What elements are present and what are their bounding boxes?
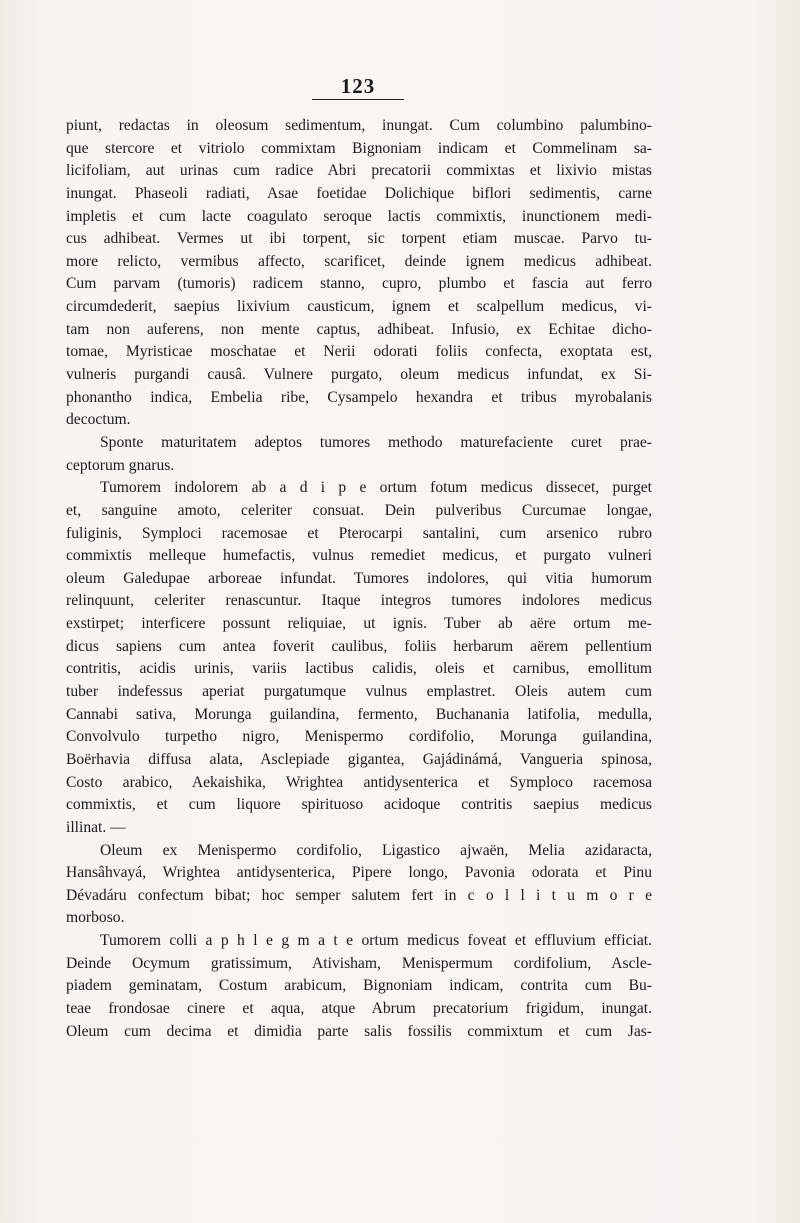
text-line: oleum Galedupae arboreae infundat. Tumores indolores, qui vitia humorum	[66, 569, 652, 587]
text-line: ceptorum gnarus.	[66, 456, 175, 474]
text-line: Convolvulo turpetho nigro, Menispermo cordifolio, Morunga guilandina,	[66, 728, 652, 746]
text-line: circumdederit, saepius lixivium causticum, ignem et scalpellum medicus, vi-	[66, 298, 652, 316]
text-line: Costo arabico, Aekaishika, Wrightea antidysenterica et Symploco racemosa	[66, 773, 652, 791]
text-line: Dévadáru confectum bibat; hoc semper salutem fert in c o l l i t u m o r e	[66, 886, 652, 904]
text-line: morboso.	[66, 909, 125, 927]
text-line: Oleum ex Menispermo cordifolio, Ligastico ajwaën, Melia azidaracta,	[100, 841, 652, 859]
text-line: dicus sapiens cum antea foverit caulibus, foliis herbarum aërem pellentium	[66, 637, 652, 655]
text-line: piunt, redactas in oleosum sedimentum, inungat. Cum columbino palumbino-	[66, 117, 652, 134]
text-line: commixtis melleque humefactis, vulnus remediet medicus, et purgato vulneri	[66, 547, 652, 565]
text-line: que stercore et vitriolo commixtam Bignoniam indicam et Commelinam sa-	[66, 139, 652, 157]
text-line: Sponte maturitatem adeptos tumores methodo maturefaciente curet prae-	[100, 433, 652, 451]
text-line: Oleum cum decima et dimidia parte salis fossilis commixtum et cum Jas-	[66, 1022, 652, 1040]
text-line: Hansâhvayá, Wrightea antidysenterica, Pipere longo, Pavonia odorata et Pinu	[66, 864, 652, 882]
text-line: tam non auferens, non mente captus, adhibeat. Infusio, ex Echitae dicho-	[66, 320, 652, 338]
text-line: vulneris purgandi causâ. Vulnere purgato, oleum medicus infundat, ex Si-	[66, 366, 652, 384]
text-line: piadem geminatam, Costum arabicum, Bignoniam indicam, contrita cum Bu-	[66, 977, 652, 995]
text-line: impletis et cum lacte coagulato seroque lactis commixtis, inunctionem medi-	[66, 207, 652, 225]
text-line: cus adhibeat. Vermes ut ibi torpent, sic torpent etiam muscae. Parvo tu-	[66, 230, 652, 248]
text-line: inungat. Phaseoli radiati, Asae foetidae Dolichique biflori sedimentis, carne	[66, 184, 652, 202]
text-line: contritis, acidis urinis, variis lactibus calidis, oleis et carnibus, emollitum	[66, 660, 652, 678]
text-line: teae frondosae cinere et aqua, atque Abrum precatorium frigidum, inungat.	[66, 999, 652, 1017]
page-number: 123	[340, 74, 376, 98]
text-line: relinquunt, celeriter renascuntur. Itaque integros tumores indolores medicus	[66, 592, 652, 610]
text-line: Boërhavia diffusa alata, Asclepiade gigantea, Gajádinámá, Vangueria spinosa,	[66, 750, 652, 768]
text-line: Cum parvam (tumoris) radicem stanno, cupro, plumbo et fascia aut ferro	[66, 275, 652, 293]
header-rule	[312, 99, 404, 100]
text-line: commixtis, et cum liquore spirituoso acidoque contritis saepius medicus	[66, 796, 652, 814]
text-line: licifoliam, aut urinas cum radice Abri precatorii commixtas et lixivio mistas	[66, 162, 652, 180]
text-line: Cannabi sativa, Morunga guilandina, fermento, Buchanania latifolia, medulla,	[66, 705, 652, 723]
text-line: et, sanguine amoto, celeriter consuat. Dein pulveribus Curcumae longae,	[66, 501, 652, 519]
text-line: Deinde Ocymum gratissimum, Ativisham, Menispermum cordifolium, Ascle-	[66, 954, 652, 972]
text-line: phonantho indica, Embelia ribe, Cysampelo hexandra et tribus myrobalanis	[66, 388, 652, 406]
text-line: decoctum.	[66, 411, 131, 429]
text-line: more relicto, vermibus affecto, scarificet, deinde ignem medicus adhibeat.	[66, 252, 652, 270]
body-text	[66, 115, 652, 1043]
text-line: Tumorem colli a p h l e g m a t e ortum medicus foveat et effluvium efficiat.	[100, 932, 652, 950]
text-line: illinat. —	[66, 818, 126, 836]
text-line: Tumorem indolorem ab a d i p e ortum fotum medicus dissecet, purget	[100, 479, 652, 497]
text-line: fuliginis, Symploci racemosae et Pterocarpi santalini, cum arsenico rubro	[66, 524, 652, 542]
text-line: tuber indefessus aperiat purgatumque vulnus emplastret. Oleis autem cum	[66, 683, 652, 701]
text-line: tomae, Myristicae moschatae et Nerii odorati foliis confecta, exoptata est,	[66, 343, 652, 361]
text-line: exstirpet; interficere possunt reliquiae, ut ignis. Tuber ab aëre ortum me-	[66, 615, 652, 633]
